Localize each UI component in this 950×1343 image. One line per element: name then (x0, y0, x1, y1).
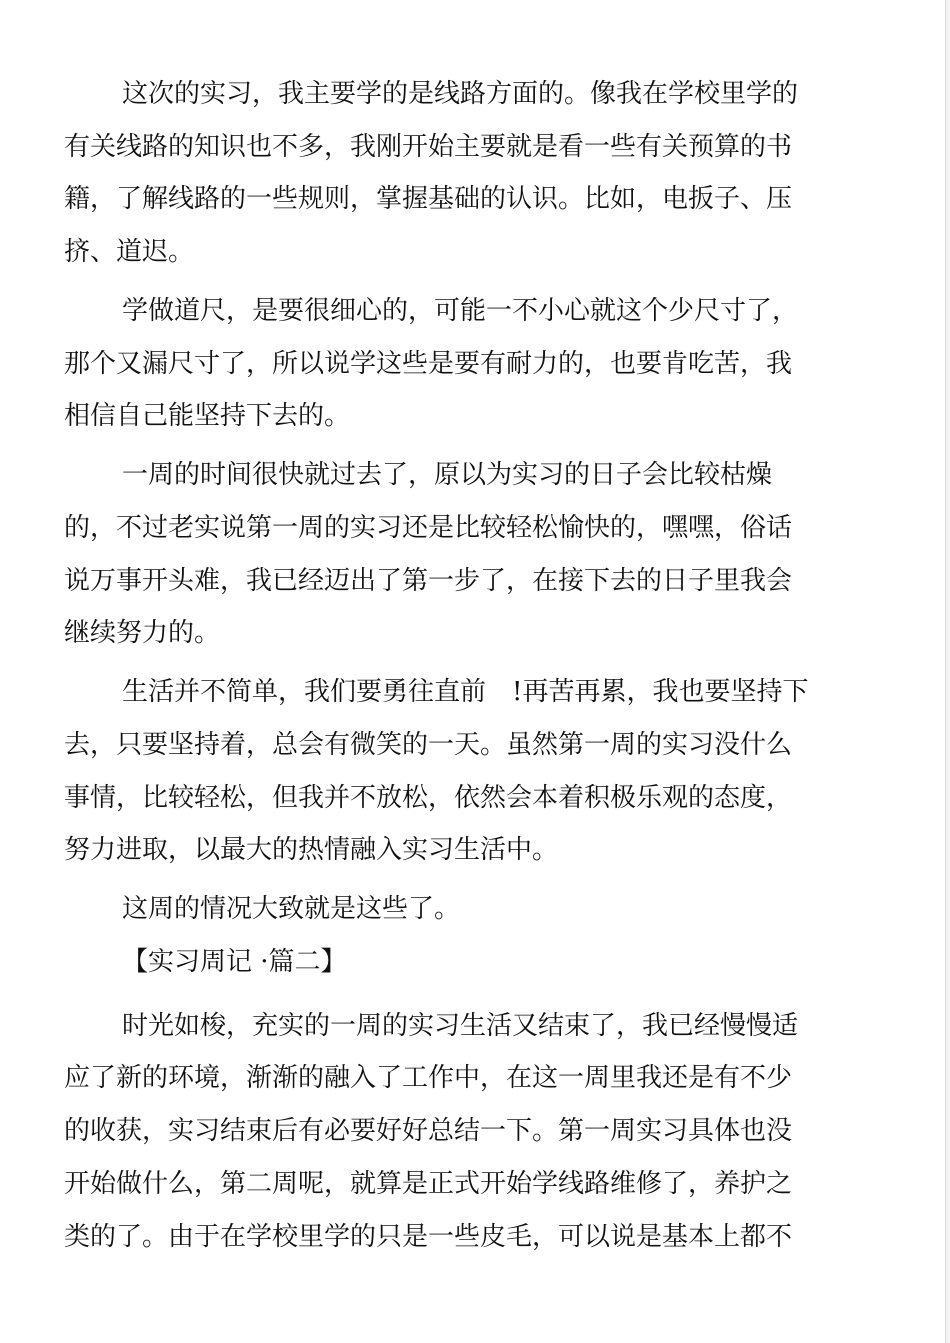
text-line: 有关线路的知识也不多，我刚开始主要就是看一些有关预算的书 (64, 132, 793, 162)
text-line: 继续努力的。 (64, 618, 221, 648)
text-line: 应了新的环境，渐渐的融入了工作中，在这一周里我还是有不少 (64, 1063, 793, 1093)
text-line: 类的了。由于在学校里学的只是一些皮毛，可以说是基本上都不 (64, 1222, 793, 1252)
text-line: 去，只要坚持着，总会有微笑的一天。虽然第一周的实习没什么 (64, 730, 793, 760)
text-line: 学做道尺，是要很细心的，可能一不小心就这个少尺寸了， (122, 296, 799, 326)
text-line: 事情，比较轻松，但我并不放松，依然会本着积极乐观的态度， (64, 783, 793, 813)
text-line: 努力进取，以最大的热情融入实习生活中。 (64, 835, 559, 865)
text-line: 挤、道迟。 (64, 237, 195, 267)
text-line: 的收获，实习结束后有必要好好总结一下。第一周实习具体也没 (64, 1116, 793, 1146)
section-heading: 【实习周记 ·篇二】 (122, 947, 347, 977)
text-line: 生活并不简单，我们要勇往直前 !再苦再累，我也要坚持下 (122, 677, 809, 707)
text-line: 籍，了解线路的一些规则，掌握基础的认识。比如，电扳子、压 (64, 184, 793, 214)
text-line: 开始做什么，第二周呢，就算是正式开始学线路维修了，养护之 (64, 1169, 793, 1199)
text-line: 一周的时间很快就过去了，原以为实习的日子会比较枯燥 (122, 460, 773, 490)
text-line: 的，不过老实说第一周的实习还是比较轻松愉快的，嘿嘿，俗话 (64, 513, 793, 543)
text-line: 那个又漏尺寸了，所以说学这些是要有耐力的，也要肯吃苦，我 (64, 349, 793, 379)
text-line: 这周的情况大致就是这些了。 (122, 894, 461, 924)
text-line: 说万事开头难，我已经迈出了第一步了，在接下去的日子里我会 (64, 566, 793, 596)
text-line: 时光如梭，充实的一周的实习生活又结束了，我已经慢慢适 (122, 1011, 799, 1041)
text-line: 这次的实习，我主要学的是线路方面的。像我在学校里学的 (122, 79, 799, 109)
text-line: 相信自己能坚持下去的。 (64, 401, 351, 431)
